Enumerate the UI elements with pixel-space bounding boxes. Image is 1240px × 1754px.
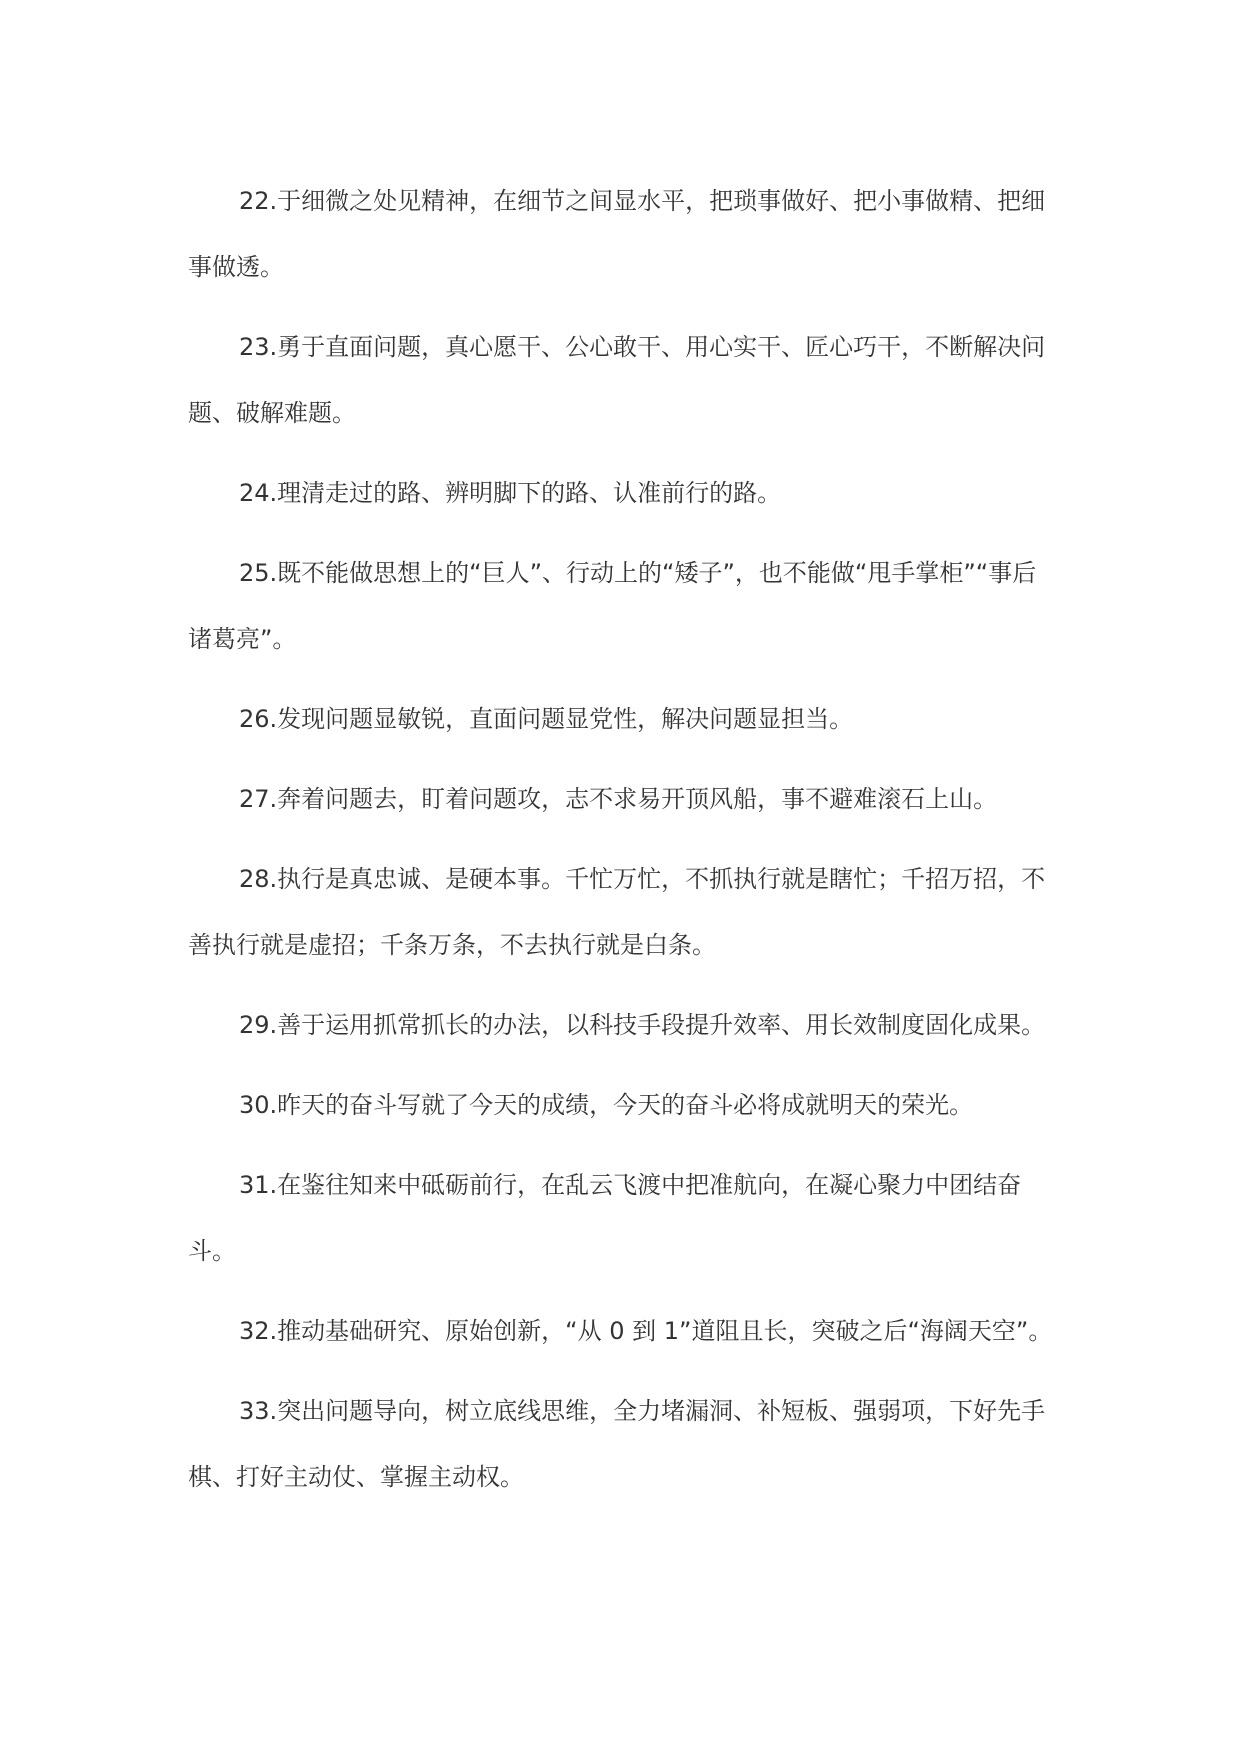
paragraph-23: 23.勇于直面问题，真心愿干、公心敢干、用心实干、匠心巧干，不断解决问题、破解难题。 xyxy=(188,333,1046,427)
paragraph-26: 26.发现问题显敏锐，直面问题显党性，解决问题显担当。 xyxy=(239,705,854,733)
paragraph-33: 33.突出问题导向，树立底线思维，全力堵漏洞、补短板、强弱项，下好先手棋、打好主动仗、掌握主动权。 xyxy=(188,1397,1046,1491)
paragraph-32: 32.推动基础研究、原始创新，“从 0 到 1”道阻且长，突破之后“海阔天空”。 xyxy=(239,1317,1053,1345)
document-body xyxy=(188,168,1058,1524)
paragraph-25: 25.既不能做思想上的“巨人”、行动上的“矮子”，也不能做“甩手掌柜”“事后诸葛亮”。 xyxy=(188,559,1037,653)
paragraph-22: 22.于细微之处见精神，在细节之间显水平，把琐事做好、把小事做精、把细事做透。 xyxy=(188,187,1046,281)
paragraph-27: 27.奔着问题去，盯着问题攻，志不求易开顶风船，事不避难滚石上山。 xyxy=(239,785,998,813)
paragraph-31: 31.在鉴往知来中砥砺前行，在乱云飞渡中把准航向，在凝心聚力中团结奋斗。 xyxy=(188,1171,1022,1265)
paragraph-30: 30.昨天的奋斗写就了今天的成绩，今天的奋斗必将成就明天的荣光。 xyxy=(239,1091,974,1119)
paragraph-29: 29.善于运用抓常抓长的办法，以科技手段提升效率、用长效制度固化成果。 xyxy=(239,1011,1046,1039)
paragraph-28: 28.执行是真忠诚、是硬本事。千忙万忙，不抓执行就是瞎忙；千招万招，不善执行就是虚招；千条万条，不去执行就是白条。 xyxy=(188,865,1046,959)
paragraph-24: 24.理清走过的路、辨明脚下的路、认准前行的路。 xyxy=(239,479,782,507)
